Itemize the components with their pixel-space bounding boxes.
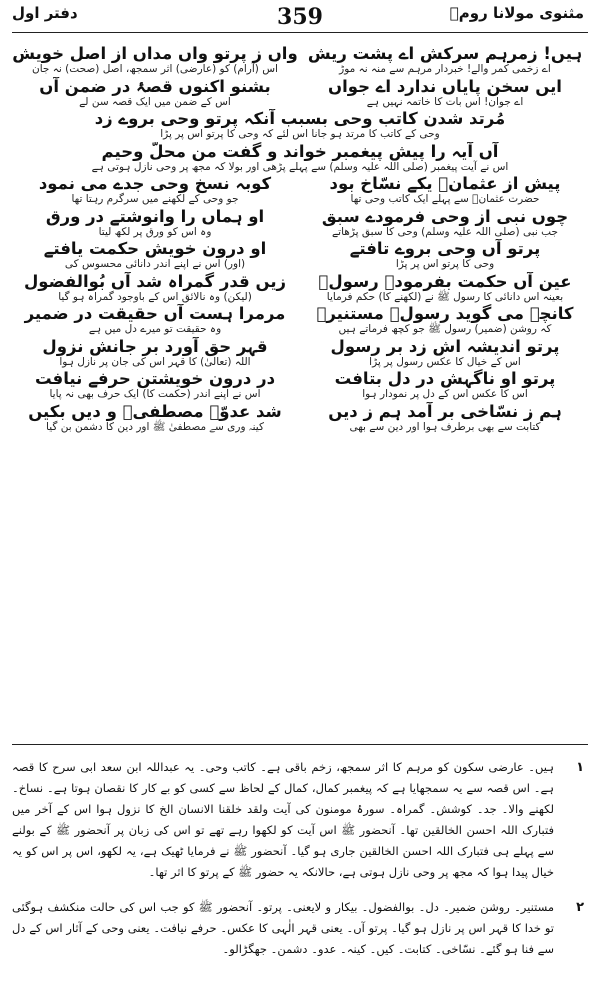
verse-right (302, 369, 588, 401)
translation-text: حضرت عثمانؓ سے پہلے ایک کاتب وحی تھا (350, 193, 540, 205)
verse-text: عین آں حکمت بفرمودے رسولؐ (318, 271, 572, 291)
verse-right (302, 304, 588, 336)
translation-text: اے جوان! اس بات کا خاتمہ نہیں ہے (366, 95, 524, 108)
verse-left (12, 239, 298, 271)
translation-text: اس کا عکس اس کے دل پر نمودار ہوا (362, 388, 528, 400)
verse-left (12, 44, 298, 76)
couplet (12, 369, 588, 402)
translation-text: وحی کے کاتب کا مرتد ہو جانا اس لئے کہ وحی کا پرتو اس پر پڑا (160, 128, 440, 140)
verse-full (12, 109, 588, 141)
verse-text: قہر حق آورد بر جانش نزول (42, 336, 268, 356)
footnote (12, 897, 588, 960)
couplet-list (12, 44, 588, 434)
verse-text: کانچہ می گوید رسولؐ مستنیرؐ (316, 304, 574, 323)
verse-text: او ہماں را وانوشتے در ورق (45, 206, 265, 226)
verse-right (302, 207, 588, 239)
verse-right (302, 174, 588, 206)
couplet-heading (12, 142, 588, 175)
couplet (12, 402, 588, 435)
translation-text: وہ اس کو ورق پر لکھ لیتا (98, 225, 212, 238)
verse-text: چوں نبی از وحی فرمودے سبق (321, 206, 569, 226)
verse-left (12, 304, 298, 336)
translation-text: اس کے خیال کا عکس رسول پر پڑا (369, 355, 521, 368)
verse-full (12, 142, 588, 174)
footnotes (12, 757, 588, 960)
book-section-label: دفتر اول (12, 4, 78, 22)
verse-text: در درون خویشتن حرفے نیافت (34, 369, 276, 388)
verse-left (12, 337, 298, 369)
header-rule (12, 32, 588, 33)
verse-text: مرمرا ہست آں حقیقت در ضمیر (24, 304, 286, 323)
verse-left (12, 402, 298, 434)
couplet (12, 272, 588, 305)
verse-right (302, 337, 588, 369)
translation-text: کینہ وری سے مصطفیٰ ﷺ اور دین کا دشمن بن گیا (46, 420, 264, 433)
translation-text: وحی کا پرتو اس پر پڑا (395, 258, 495, 270)
translation-text: کتابت سے بھی برطرف ہوا اور دین سے بھی (349, 420, 541, 433)
verse-text: زیں قدر گمراہ شد آں بُوالفضول (23, 271, 287, 291)
verse-left (12, 272, 298, 304)
translation-text: اس (آرام) کو (عارضی) اثر سمجھ، اصل (صحت) نہ جان (32, 63, 278, 75)
couplet (12, 44, 588, 77)
footnote-number: ۲ (576, 900, 584, 915)
verse-right (302, 77, 588, 109)
translation-text: جب نبی (صلی اللہ علیہ وسلم) وحی کا سبق پڑھاتے (332, 225, 558, 238)
page-number: 359 (277, 4, 323, 30)
verse-left (12, 207, 298, 239)
verse-right (302, 272, 588, 304)
book-title: مثنوی مولانا رومؒ (449, 4, 584, 22)
translation-text: اے زخمی کمر والے! خبردار مرہم سے منہ نہ موڑ (339, 63, 551, 75)
verse-right (302, 44, 588, 76)
translation-text: اس کے ضمن میں ایک قصہ سن لے (79, 95, 231, 108)
verse-text: شد عدوّے مصطفیؐ و دیں بکیں (28, 401, 282, 421)
verse-left (12, 174, 298, 206)
verse-text: مُرتد شدن کاتب وحی بسبب آنکہ پرتو وحی بروے زد (94, 109, 506, 128)
footnote-text: مستنیر۔ روشن ضمیر۔ دل۔ بوالفضول۔ بیکار و لایعنی۔ پرتو۔ آنحضور ﷺ کو جب اس کی حالت منکشف ہوگئی تو خدا کا قہر اس پر نازل ہو گیا۔ پرتو آں۔ یعنی قہر الٰہی کا عکس۔ حرفے نیافت۔ یعنی وحی کے آثار اس کے دل سے فنا ہو گئے۔ نسّاخی۔ کتابت۔ کیں۔ کینہ۔ عدو۔ دشمن۔ جھگڑالو۔ (12, 900, 554, 956)
verse-text: آں آیہ را پیش پیغمبر خواند و گفت من محلّ وحیم (101, 141, 499, 161)
translation-text: اس نے اپنے اندر (حکمت کا) ایک حرف بھی نہ پایا (49, 388, 261, 400)
verse-right (302, 402, 588, 434)
footnote-number: ۱ (576, 760, 584, 775)
translation-text: جو وحی کے لکھنے میں سرگرم رہتا تھا (71, 193, 239, 205)
translation-text: (اور) اس نے اپنے اندر دانائی محسوس کی (64, 258, 246, 270)
translation-text: کہ روشن (ضمیر) رسول ﷺ جو کچھ فرماتے ہیں (338, 323, 552, 335)
verse-text: ہیں! زمرہم سرکش اے پشت ریش (307, 44, 583, 63)
translation-text: اللہ (تعالیٰ) کا قہر اس کی جان پر نازل ہوا (59, 355, 251, 368)
verse-text: پرتو آں وحی بروے تافتے (349, 239, 541, 258)
page-header (0, 0, 600, 44)
verse-text: ہم ز نسّاخی بر آمد ہم ز دیں (328, 401, 562, 421)
translation-text: وہ حقیقت تو میرے دل میں ہے (88, 323, 222, 335)
verse-left (12, 369, 298, 401)
couplet (12, 77, 588, 110)
verse-left (12, 77, 298, 109)
footnote-rule (12, 744, 588, 745)
verse-text: پرتو او ناگہش در دل بتافت (334, 369, 556, 388)
verse-right (302, 239, 588, 271)
verse-text: پیش از عثمانؓ یکے نسّاخ بود (329, 174, 561, 193)
translation-text: (لیکن) وہ نالائق اس کے باوجود گمراہ ہو گیا (58, 290, 252, 303)
couplet (12, 337, 588, 370)
verse-text: واں ز پرتو واں مداں از اصل خویش (12, 44, 298, 63)
verse-text: بشنو اکنوں قصۂ در ضمن آں (39, 76, 271, 96)
translation-text: اس نے آیت پیغمبر (صلی اللہ علیہ وسلم) سے پہلے پڑھی اور بولا کہ مجھ پر وحی نازل ہوتی ہے (91, 160, 509, 173)
couplet (12, 174, 588, 207)
verse-text: کوبہ نسخ وحی جدے می نمود (38, 174, 272, 193)
couplet (12, 304, 588, 337)
verse-text: ایں سخن پایاں ندارد اے جواں (328, 76, 562, 96)
couplet (12, 207, 588, 240)
couplet (12, 239, 588, 272)
translation-text: بعینہ اس دانائی کا رسول ﷺ نے (لکھنے کا) حکم فرمایا (326, 290, 564, 303)
verse-text: او درون خویش حکمت یافتے (43, 239, 267, 258)
footnote (12, 757, 588, 883)
verse-text: پرتو اندیشہ اش زد بر رسول (330, 336, 560, 356)
footnote-text: ہیں۔ عارضی سکون کو مرہم کا اثر سمجھ، زخم باقی ہے۔ کاتب وحی۔ یہ عبداللہ ابن سعد ابی سرح کا قصہ ہے۔ اس قصہ سے یہ سمجھایا ہے کہ پیغمبر کمال، کمال کے لحاظ سے کسی کو بے کار کا نقصان ہوتا ہے۔ نساخ۔ لکھنے والا۔ جد۔ کوشش۔ گمراہ۔ سورۂ مومنون کی آیت ولقد خلقنا الانسان الخ کا نزول ہوا اس کے آخر میں فتبارک اللہ احسن الخالقین تھا۔ آنحضور ﷺ اس آیت کو لکھوا رہے تھے تو اس کی زبان پر آنحضور ﷺ کے بولنے سے پہلے ہی فتبارک اللہ احسن الخالقین جاری ہو گیا۔ آنحضور ﷺ نے فرمایا ٹھیک ہے، یہ لکھو، اس پر اس کو یہ خیال پیدا ہوا کہ مجھ پر وحی نازل ہوتی ہے، حالانکہ یہ حضور ﷺ کے پرتو کا اثر تھا۔ (12, 760, 554, 879)
couplet-heading (12, 109, 588, 142)
